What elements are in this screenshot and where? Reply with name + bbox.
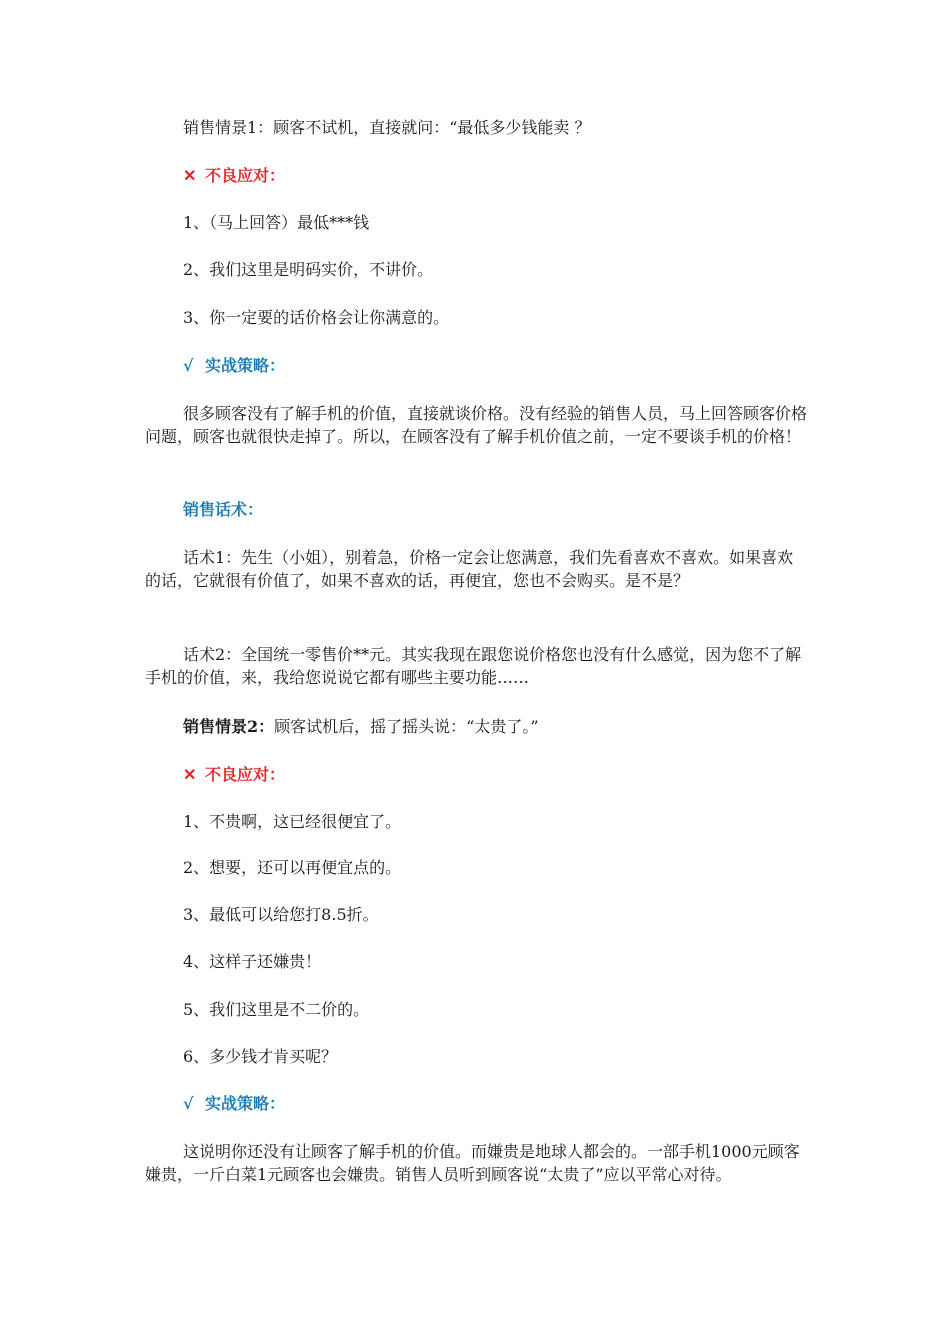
sales-talk-heading: 销售话术： [183,500,264,519]
check-icon: √ [183,1094,194,1113]
scenario-2-label: 销售情景2： [183,717,275,736]
sales-talk-2-paragraph: 话术2：全国统一零售价**元。其实我现在跟您说价格您也没有什么感觉，因为您不了解手机的价值，来，我给您说说它都有哪些主要功能…… [145,645,802,687]
bad-response-2-item: 2、想要，还可以再便宜点的。 [183,858,402,877]
bad-response-2-item: 1、不贵啊，这已经很便宜了。 [183,812,402,831]
bad-response-2-item: 3、最低可以给您打8.5折。 [183,905,379,924]
sales-talk-1-paragraph: 话术1：先生（小姐），别着急，价格一定会让您满意，我们先看喜欢不喜欢。如果喜欢的话，它就很有价值了，如果不喜欢的话，再便宜，您也不会购买。是不是？ [145,548,794,590]
bad-response-2-heading [183,764,807,786]
bad-response-2-item: 4、这样子还嫌贵！ [183,952,322,971]
bad-response-2-label: 不良应对： [205,765,286,784]
strategy-2-heading [183,1093,807,1115]
bad-response-1-heading [183,165,807,187]
strategy-2-label: 实战策略： [205,1094,286,1113]
cross-icon: ✕ [183,166,197,185]
strategy-1-heading [183,355,807,377]
scenario-1-label: 销售情景1： [183,118,274,137]
strategy-1-paragraph: 很多顾客没有了解手机的价值，直接就谈价格。没有经验的销售人员，马上回答顾客价格问题，顾客也就很快走掉了。所以，在顾客没有了解手机价值之前，一定不要谈手机的价格！ [145,404,808,446]
scenario-2-heading [183,716,807,738]
bad-response-1-item: 3、你一定要的话价格会让你满意的。 [183,308,450,327]
scenario-2-text: 顾客试机后，摇了摇头说：“太贵了。” [274,717,539,736]
check-icon: √ [183,356,194,375]
bad-response-1-item: 1、（马上回答）最低***钱 [183,213,370,232]
strategy-2-paragraph: 这说明你还没有让顾客了解手机的价值。而嫌贵是地球人都会的。一部手机1000元顾客嫌贵，一斤白菜1元顾客也会嫌贵。销售人员听到顾客说“太贵了”应以平常心对待。 [145,1142,800,1184]
scenario-1-heading [183,117,807,139]
bad-response-2-item: 5、我们这里是不二价的。 [183,1000,370,1019]
strategy-1-label: 实战策略： [205,356,286,375]
cross-icon: ✕ [183,765,197,784]
bad-response-2-item: 6、多少钱才肯买呢？ [183,1047,338,1066]
scenario-1-text: 顾客不试机，直接就问：“最低多少钱能卖 ？ [273,118,591,137]
bad-response-1-label: 不良应对： [205,166,286,185]
bad-response-1-item: 2、我们这里是明码实价，不讲价。 [183,260,434,279]
